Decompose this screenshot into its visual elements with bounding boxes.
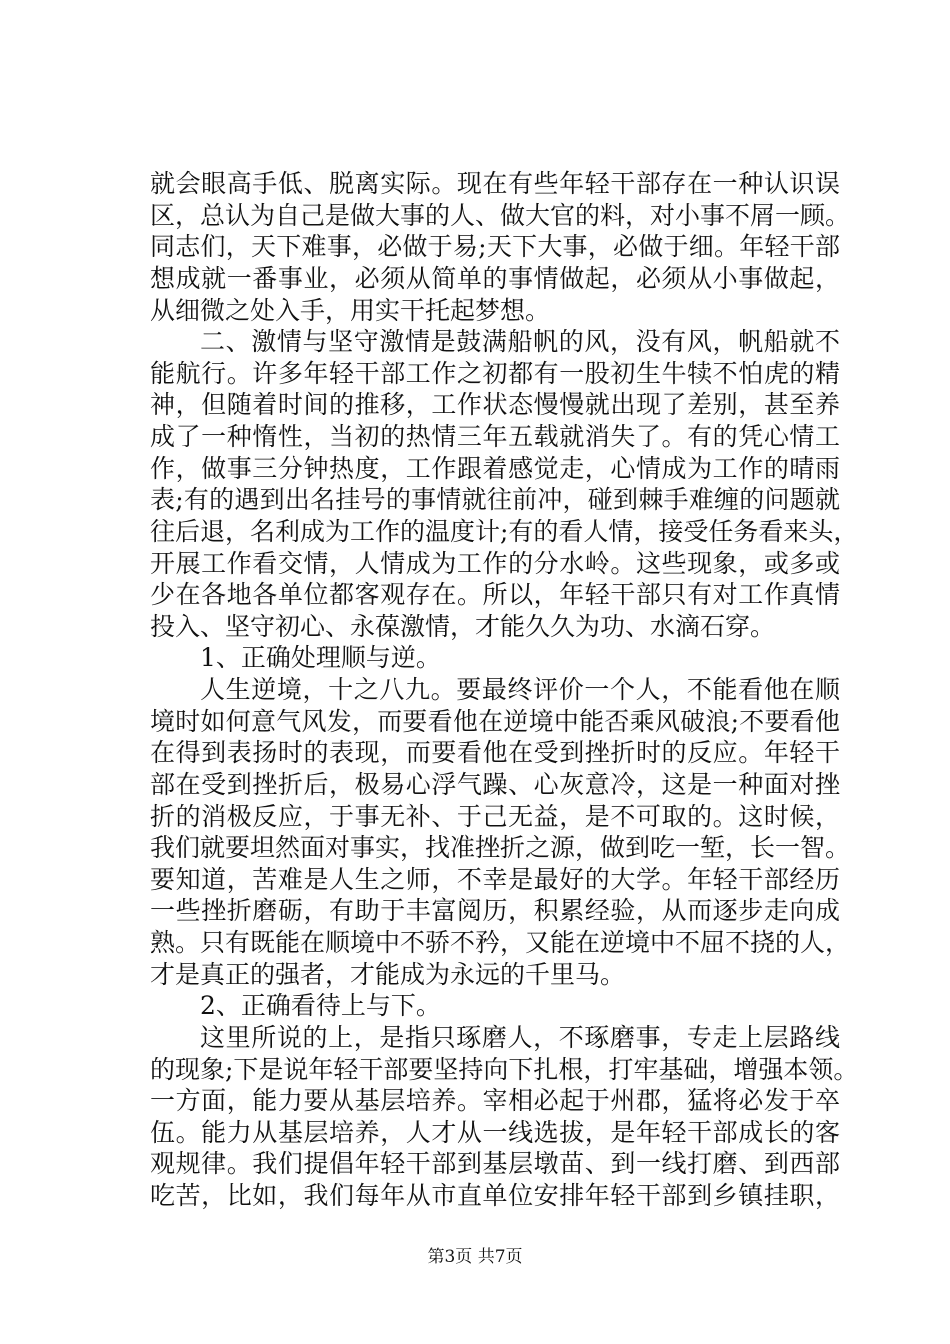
body-text-line: 我们就要坦然面对事实，找准挫折之源，做到吃一堑，长一智。 xyxy=(150,833,851,862)
body-text-line: 一方面，能力要从基层培养。宰相必起于州郡，猛将必发于卒 xyxy=(150,1086,840,1115)
body-text-line: 少在各地各单位都客观存在。所以，年轻干部只有对工作真情 xyxy=(150,580,840,609)
body-text-line: 往后退，名利成为工作的温度计;有的看人情，接受任务看来头， xyxy=(150,517,859,546)
body-text-line: 才是真正的强者，才能成为永远的千里马。 xyxy=(150,960,626,989)
body-text-line: 折的消极反应，于事无补、于己无益，是不可取的。这时候， xyxy=(150,802,840,831)
body-text-line: 投入、坚守初心、永葆激情，才能久久为功、水滴石穿。 xyxy=(150,612,776,641)
body-text-line: 成了一种惰性，当初的热情三年五载就消失了。有的凭心情工 xyxy=(150,422,840,451)
section-heading: 2、正确看待上与下。 xyxy=(200,991,441,1020)
body-text-line: 这里所说的上，是指只琢磨人，不琢磨事，专走上层路线 xyxy=(200,1023,840,1052)
body-text-line: 作，做事三分钟热度，工作跟着感觉走，心情成为工作的晴雨 xyxy=(150,454,840,483)
body-text-line: 开展工作看交情，人情成为工作的分水岭。这些现象，或多或 xyxy=(150,549,840,578)
body-text-line: 部在受到挫折后，极易心浮气躁、心灰意冷，这是一种面对挫 xyxy=(150,770,840,799)
body-text-line: 神，但随着时间的推移，工作状态慢慢就出现了差别，甚至养 xyxy=(150,390,840,419)
body-text-line: 从细微之处入手，用实干托起梦想。 xyxy=(150,296,551,325)
body-text-line: 要知道，苦难是人生之师，不幸是最好的大学。年轻干部经历 xyxy=(150,865,840,894)
body-text-line: 表;有的遇到出名挂号的事情就往前冲，碰到棘手难缠的问题就 xyxy=(150,485,840,514)
body-text-line: 人生逆境，十之八九。要最终评价一个人，不能看他在顺 xyxy=(200,675,840,704)
body-text-line: 熟。只有既能在顺境中不骄不矜，又能在逆境中不屈不挠的人， xyxy=(150,928,851,957)
body-text-line: 伍。能力从基层培养，人才从一线选拔，是年轻干部成长的客 xyxy=(150,1118,840,1147)
body-text-line: 二、激情与坚守激情是鼓满船帆的风，没有风，帆船就不 xyxy=(200,327,840,356)
body-text-line: 吃苦，比如，我们每年从市直单位安排年轻干部到乡镇挂职， xyxy=(150,1181,840,1210)
body-text-line: 想成就一番事业，必须从简单的事情做起，必须从小事做起， xyxy=(150,264,840,293)
body-text-line: 境时如何意气风发，而要看他在逆境中能否乘风破浪;不要看他 xyxy=(150,707,840,736)
body-text-line: 的现象;下是说年轻干部要坚持向下扎根，打牢基础，增强本领。 xyxy=(150,1055,859,1084)
body-text-line: 就会眼高手低、脱离实际。现在有些年轻干部存在一种认识误 xyxy=(150,169,840,198)
body-text-line: 在得到表扬时的表现，而要看他在受到挫折时的反应。年轻干 xyxy=(150,738,840,767)
body-text-line: 能航行。许多年轻干部工作之初都有一股初生牛犊不怕虎的精 xyxy=(150,359,840,388)
body-text-line: 一些挫折磨砺，有助于丰富阅历，积累经验，从而逐步走向成 xyxy=(150,896,840,925)
body-text-line: 观规律。我们提倡年轻干部到基层墩苗、到一线打磨、到西部 xyxy=(150,1149,840,1178)
page-number-footer: 第3页 共7页 xyxy=(427,1247,523,1267)
body-text-line: 区，总认为自己是做大事的人、做大官的料，对小事不屑一顾。 xyxy=(150,201,851,230)
section-heading: 1、正确处理顺与逆。 xyxy=(200,643,441,672)
body-text-line: 同志们，天下难事，必做于易;天下大事，必做于细。年轻干部 xyxy=(150,232,840,261)
